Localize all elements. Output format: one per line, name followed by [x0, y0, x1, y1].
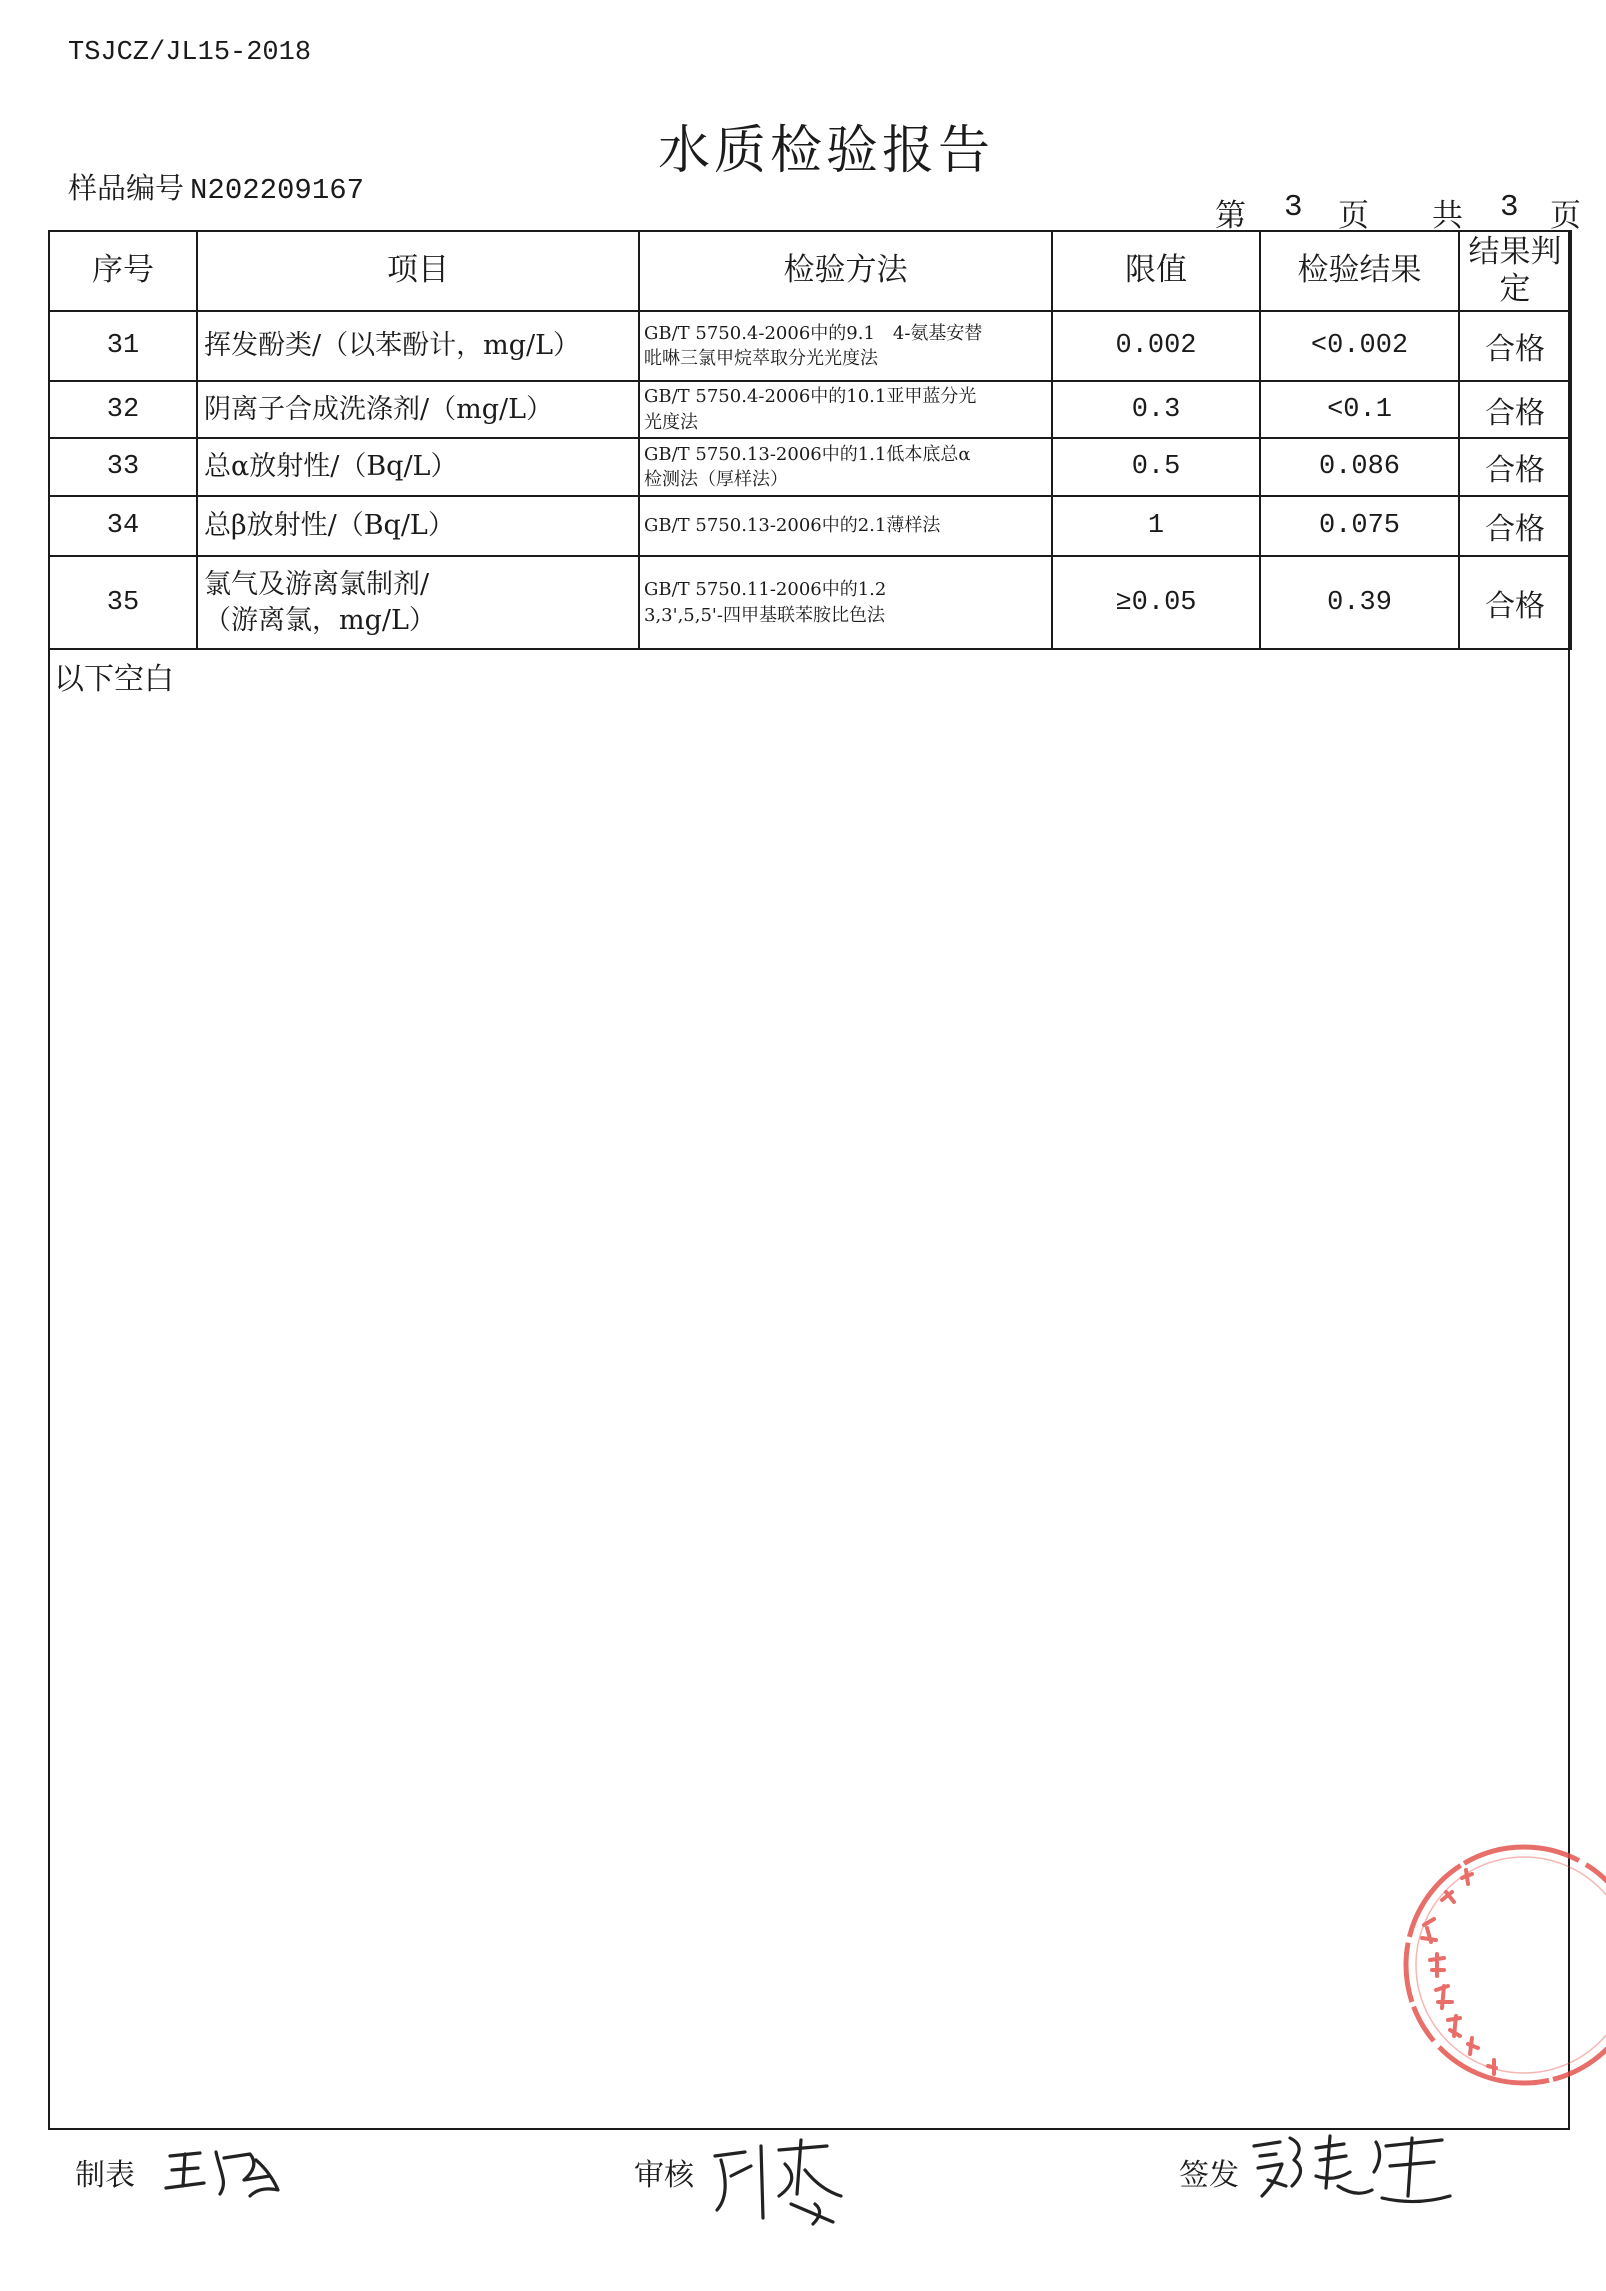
table-header-row	[49, 231, 1571, 311]
cell-method	[639, 381, 1052, 438]
cell-judgement: 合格	[1459, 556, 1571, 649]
header-judgement: 结果判定	[1459, 231, 1571, 311]
cell-item	[197, 311, 639, 381]
prepared-by-label: 制表	[75, 2158, 135, 2193]
cell-method	[639, 556, 1052, 649]
method-line: GB/T 5750.13-2006中的1.1低本底总α	[644, 443, 971, 465]
cell-method	[639, 496, 1052, 556]
cell-limit: ≥0.05	[1052, 556, 1260, 649]
approved-by-label: 签发	[1179, 2158, 1239, 2193]
cell-method	[639, 438, 1052, 496]
cell-limit: 1	[1052, 496, 1260, 556]
page-current: 3	[1284, 190, 1303, 225]
official-seal	[1386, 1830, 1606, 2100]
reviewed-by-label: 审核	[634, 2158, 694, 2193]
cell-item	[197, 496, 639, 556]
cell-item	[197, 438, 639, 496]
cell-no: 31	[49, 311, 197, 381]
item-line: 总β放射性/（Bq/L）	[204, 510, 455, 542]
report-title: 水质检验报告	[657, 121, 995, 181]
page-total-unit: 页	[1550, 198, 1581, 234]
method-line: GB/T 5750.4-2006中的10.1亚甲蓝分光	[644, 386, 977, 408]
cell-judgement: 合格	[1459, 311, 1571, 381]
table-row	[49, 438, 1571, 496]
item-line: （游离氯，mg/L）	[204, 604, 436, 636]
signature-prepared	[160, 2136, 285, 2206]
item-line: 挥发酚类/（以苯酚计，mg/L）	[204, 330, 581, 362]
item-line: 总α放射性/（Bq/L）	[204, 451, 458, 483]
page-unit: 页	[1338, 198, 1369, 234]
cell-limit: 0.3	[1052, 381, 1260, 438]
cell-no: 32	[49, 381, 197, 438]
cell-judgement: 合格	[1459, 381, 1571, 438]
header-result: 检验结果	[1260, 231, 1459, 311]
cell-no: 33	[49, 438, 197, 496]
header-method: 检验方法	[639, 231, 1052, 311]
header-item: 项目	[197, 231, 639, 311]
cell-result: 0.075	[1260, 496, 1459, 556]
cell-method	[639, 311, 1052, 381]
cell-result: 0.086	[1260, 438, 1459, 496]
table-row	[49, 556, 1571, 649]
method-line: 光度法	[644, 411, 698, 433]
blank-note: 以下空白	[54, 662, 174, 697]
page-total: 3	[1500, 190, 1519, 225]
page-prefix: 第	[1215, 198, 1246, 234]
form-code: TSJCZ/JL15-2018	[68, 38, 312, 68]
item-line: 阴离子合成洗涤剂/（mg/L）	[204, 393, 554, 425]
method-line: GB/T 5750.4-2006中的9.1 4-氨基安替	[644, 322, 983, 344]
cell-limit: 0.002	[1052, 311, 1260, 381]
method-line: GB/T 5750.13-2006中的2.1薄样法	[644, 515, 941, 537]
sample-number: N202209167	[190, 174, 365, 207]
page-total-prefix: 共	[1432, 198, 1463, 234]
header-no: 序号	[49, 231, 197, 311]
item-line: 氯气及游离氯制剂/	[204, 569, 430, 601]
results-table	[48, 230, 1572, 650]
cell-item	[197, 381, 639, 438]
sample-label: 样品编号	[68, 171, 185, 205]
table-row	[49, 381, 1571, 438]
method-line: 检测法（厚样法）	[644, 469, 788, 490]
cell-result: <0.002	[1260, 311, 1459, 381]
cell-result: <0.1	[1260, 381, 1459, 438]
table-row	[49, 311, 1571, 381]
method-line: GB/T 5750.11-2006中的1.2	[644, 579, 887, 601]
signature-approved	[1246, 2126, 1456, 2214]
table-row	[49, 496, 1571, 556]
cell-no: 35	[49, 556, 197, 649]
cell-judgement: 合格	[1459, 496, 1571, 556]
sample-number-line	[68, 166, 364, 207]
cell-judgement: 合格	[1459, 438, 1571, 496]
signature-reviewed	[705, 2134, 855, 2229]
cell-item	[197, 556, 639, 649]
cell-limit: 0.5	[1052, 438, 1260, 496]
method-line: 吡啉三氯甲烷萃取分光光度法	[644, 348, 878, 369]
method-line: 3,3',5,5'-四甲基联苯胺比色法	[644, 604, 885, 626]
header-limit: 限值	[1052, 231, 1260, 311]
cell-no: 34	[49, 496, 197, 556]
cell-result: 0.39	[1260, 556, 1459, 649]
